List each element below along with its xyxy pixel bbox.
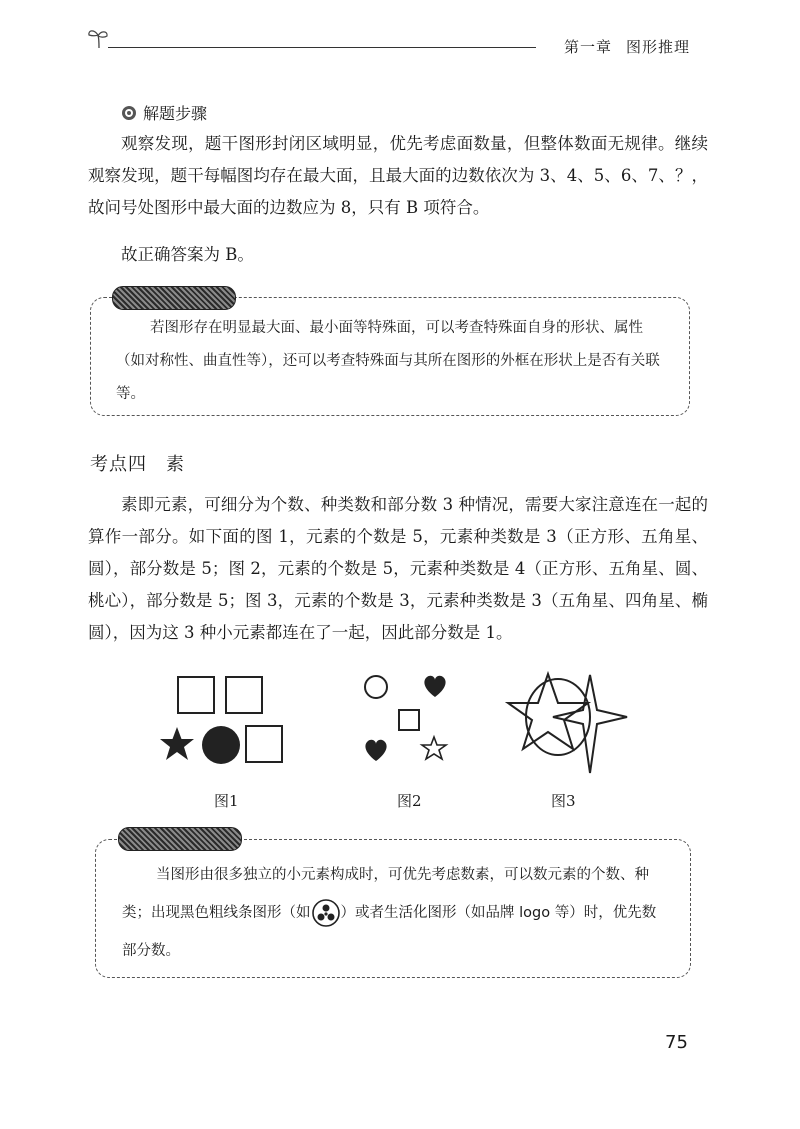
solution-paragraph-text: 观察发现，题干图形封闭区域明显，优先考虑面数量，但整体数面无规律。继续观察发现，题干每幅图均存在最大面，且最大面的边数依次为 3、4、5、6、7、？，故问号处图形中最大面的边数应为 8，只有 B 项符合。	[88, 134, 708, 217]
fig3-ellipse	[526, 679, 590, 755]
solution-heading	[121, 101, 207, 124]
figure-3-caption: 图3	[551, 792, 576, 810]
fig2-star	[422, 737, 446, 759]
tip-tag-2	[118, 827, 242, 851]
fig2-circle	[365, 676, 387, 698]
fig1-circle	[202, 726, 240, 764]
fig1-star	[160, 727, 194, 760]
page-number: 75	[665, 1032, 688, 1053]
figure-1-caption: 图1	[214, 792, 239, 810]
triskelion-logo-icon	[311, 898, 341, 928]
tip-tag-1	[112, 286, 236, 310]
header-rule	[108, 47, 536, 48]
answer-line: 故正确答案为 B。	[121, 245, 254, 264]
fig2-heart-2	[365, 740, 386, 761]
tip-2-paragraph	[122, 856, 667, 970]
figure-3	[505, 665, 635, 780]
header-chapter: 第一章	[563, 38, 612, 56]
fig1-square-1	[178, 677, 214, 713]
figure-2	[360, 668, 460, 776]
tip-2-content	[122, 856, 667, 970]
section-paragraph	[88, 489, 708, 649]
running-header	[550, 36, 690, 57]
section-heading: 考点四 素	[90, 454, 185, 475]
figure-1	[150, 670, 300, 776]
header-title: 图形推理	[625, 38, 690, 56]
solution-paragraph	[88, 128, 708, 224]
figure-2-caption: 图2	[397, 792, 422, 810]
fig2-heart-1	[424, 676, 445, 697]
fig2-square	[399, 710, 419, 730]
tip-1-content	[116, 312, 666, 411]
fig1-square-3	[246, 726, 282, 762]
tip-2-text-after: ）或者生活化图形（如品牌 logo 等）时，优先数部分数。	[122, 905, 657, 959]
tip-2-text-before: 当图形由很多独立的小元素构成时，可优先考虑数素，可以数元素的个数、种类；出现黑色粗线条图形（如	[122, 867, 649, 921]
tip-1-text: 若图形存在明显最大面、最小面等特殊面，可以考查特殊面自身的形状、属性（如对称性、曲直性等），还可以考查特殊面与其所在图形的外框在形状上是否有关联等。	[116, 320, 660, 402]
gear-badge-icon	[121, 105, 137, 121]
section-paragraph-text: 素即元素，可细分为个数、种类数和部分数 3 种情况，需要大家注意连在一起的算作一部分。如下面的图 1，元素的个数是 5，元素种类数是 3（正方形、五角星、圆），部分数是 5；图 2，元素的个数是 5，元素种类数是 4（正方形、五角星、圆、桃心），部分数是 5；图 3，元素的个数是 3，元素种类数是 3（五角星、四角星、椭圆），因为这 3 种小元素都连在了一起，因此部分数是 1。	[88, 495, 708, 642]
solution-heading-text: 解题步骤	[143, 104, 208, 123]
fig1-square-2	[226, 677, 262, 713]
